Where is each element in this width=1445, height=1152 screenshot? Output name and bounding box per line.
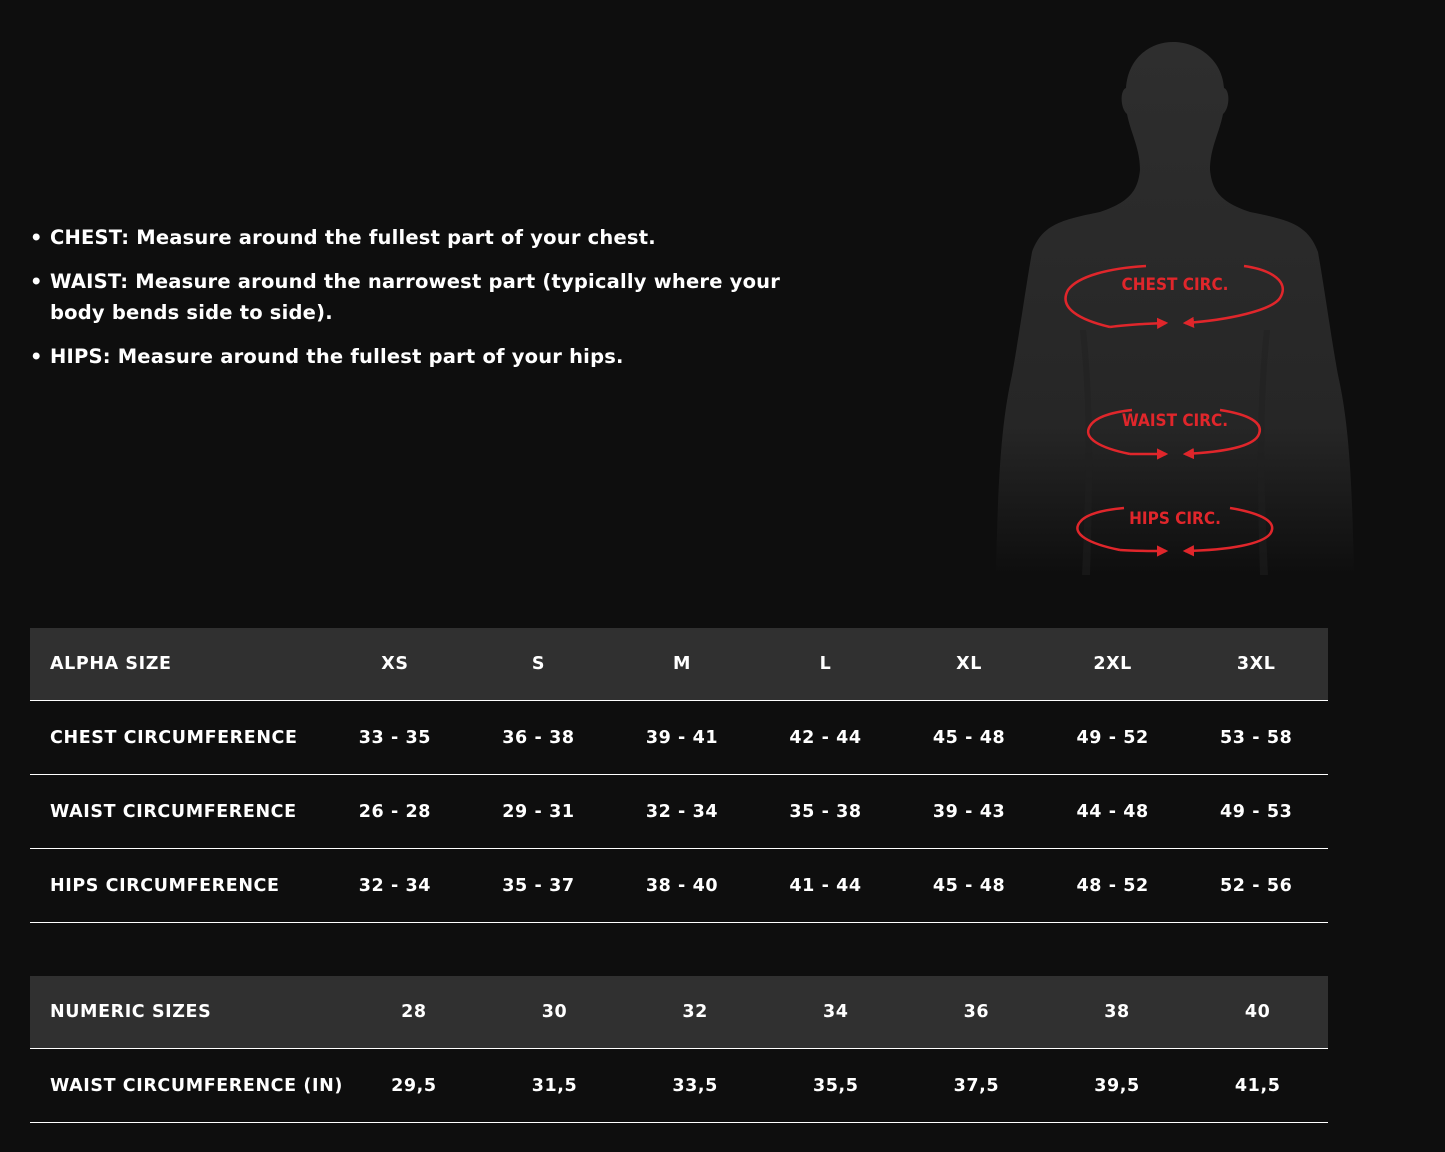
table-cell: 36 - 38 xyxy=(467,701,611,775)
table-cell: 45 - 48 xyxy=(897,849,1041,923)
table-cell: 33 - 35 xyxy=(323,701,467,775)
table-cell: 33,5 xyxy=(625,1049,766,1123)
table-cell: 44 - 48 xyxy=(1041,775,1185,849)
alpha-size-header-cell: XS xyxy=(323,628,467,701)
table-row-chest xyxy=(30,701,1328,775)
row-label: HIPS CIRCUMFERENCE xyxy=(30,849,323,923)
numeric-size-header-row xyxy=(30,976,1328,1049)
table-row-waist-inches xyxy=(30,1049,1328,1123)
instruction-chest xyxy=(30,222,810,253)
hips-circ-label: HIPS CIRC. xyxy=(1129,509,1221,529)
body-measurement-figure xyxy=(990,30,1360,575)
numeric-size-header-cell: 30 xyxy=(484,976,625,1049)
alpha-size-header-label: ALPHA SIZE xyxy=(30,628,323,701)
body-silhouette-illustration xyxy=(990,30,1360,575)
numeric-size-header-cell: 34 xyxy=(765,976,906,1049)
silhouette-shape xyxy=(996,42,1354,575)
numeric-size-header-cell: 40 xyxy=(1187,976,1328,1049)
table-cell: 52 - 56 xyxy=(1184,849,1328,923)
numeric-size-table xyxy=(30,976,1328,1123)
waist-circ-label: WAIST CIRC. xyxy=(1121,411,1229,431)
table-cell: 35 - 37 xyxy=(467,849,611,923)
numeric-size-header-cell: 36 xyxy=(906,976,1047,1049)
instruction-hips xyxy=(30,341,810,372)
table-cell: 37,5 xyxy=(906,1049,1047,1123)
table-cell: 53 - 58 xyxy=(1184,701,1328,775)
instruction-hips-text: Measure around the fullest part of your hips. xyxy=(110,345,624,368)
row-label: CHEST CIRCUMFERENCE xyxy=(30,701,323,775)
alpha-size-header-cell: S xyxy=(467,628,611,701)
table-row-waist xyxy=(30,775,1328,849)
alpha-size-header-cell: 3XL xyxy=(1184,628,1328,701)
table-cell: 38 - 40 xyxy=(610,849,754,923)
table-cell: 31,5 xyxy=(484,1049,625,1123)
alpha-size-header-cell: M xyxy=(610,628,754,701)
table-cell: 42 - 44 xyxy=(754,701,898,775)
alpha-size-table xyxy=(30,628,1328,923)
row-label: WAIST CIRCUMFERENCE (IN) xyxy=(30,1049,344,1123)
instruction-waist-text: Measure around the narrowest part (typically where your body bends side to side). xyxy=(50,270,781,324)
measurement-instructions xyxy=(30,222,810,385)
table-cell: 32 - 34 xyxy=(610,775,754,849)
instruction-waist xyxy=(30,266,810,328)
chest-circ-label: CHEST CIRC. xyxy=(1121,275,1229,295)
table-cell: 49 - 53 xyxy=(1184,775,1328,849)
instruction-chest-label: CHEST: xyxy=(50,226,130,249)
table-cell: 41,5 xyxy=(1187,1049,1328,1123)
numeric-size-header-cell: 32 xyxy=(625,976,766,1049)
table-cell: 29 - 31 xyxy=(467,775,611,849)
alpha-size-header-row xyxy=(30,628,1328,701)
table-cell: 45 - 48 xyxy=(897,701,1041,775)
table-cell: 35,5 xyxy=(765,1049,906,1123)
table-cell: 35 - 38 xyxy=(754,775,898,849)
table-row-hips xyxy=(30,849,1328,923)
table-cell: 41 - 44 xyxy=(754,849,898,923)
alpha-size-header-cell: L xyxy=(754,628,898,701)
numeric-size-header-cell: 38 xyxy=(1047,976,1188,1049)
instruction-waist-label: WAIST: xyxy=(50,270,129,293)
alpha-size-header-cell: 2XL xyxy=(1041,628,1185,701)
table-cell: 26 - 28 xyxy=(323,775,467,849)
table-cell: 39,5 xyxy=(1047,1049,1188,1123)
numeric-size-header-label: NUMERIC SIZES xyxy=(30,976,344,1049)
instruction-chest-text: Measure around the fullest part of your chest. xyxy=(129,226,656,249)
table-cell: 39 - 41 xyxy=(610,701,754,775)
row-label: WAIST CIRCUMFERENCE xyxy=(30,775,323,849)
table-cell: 29,5 xyxy=(344,1049,485,1123)
instruction-hips-label: HIPS: xyxy=(50,345,111,368)
table-cell: 39 - 43 xyxy=(897,775,1041,849)
table-cell: 48 - 52 xyxy=(1041,849,1185,923)
alpha-size-header-cell: XL xyxy=(897,628,1041,701)
numeric-size-header-cell: 28 xyxy=(344,976,485,1049)
table-cell: 49 - 52 xyxy=(1041,701,1185,775)
table-cell: 32 - 34 xyxy=(323,849,467,923)
